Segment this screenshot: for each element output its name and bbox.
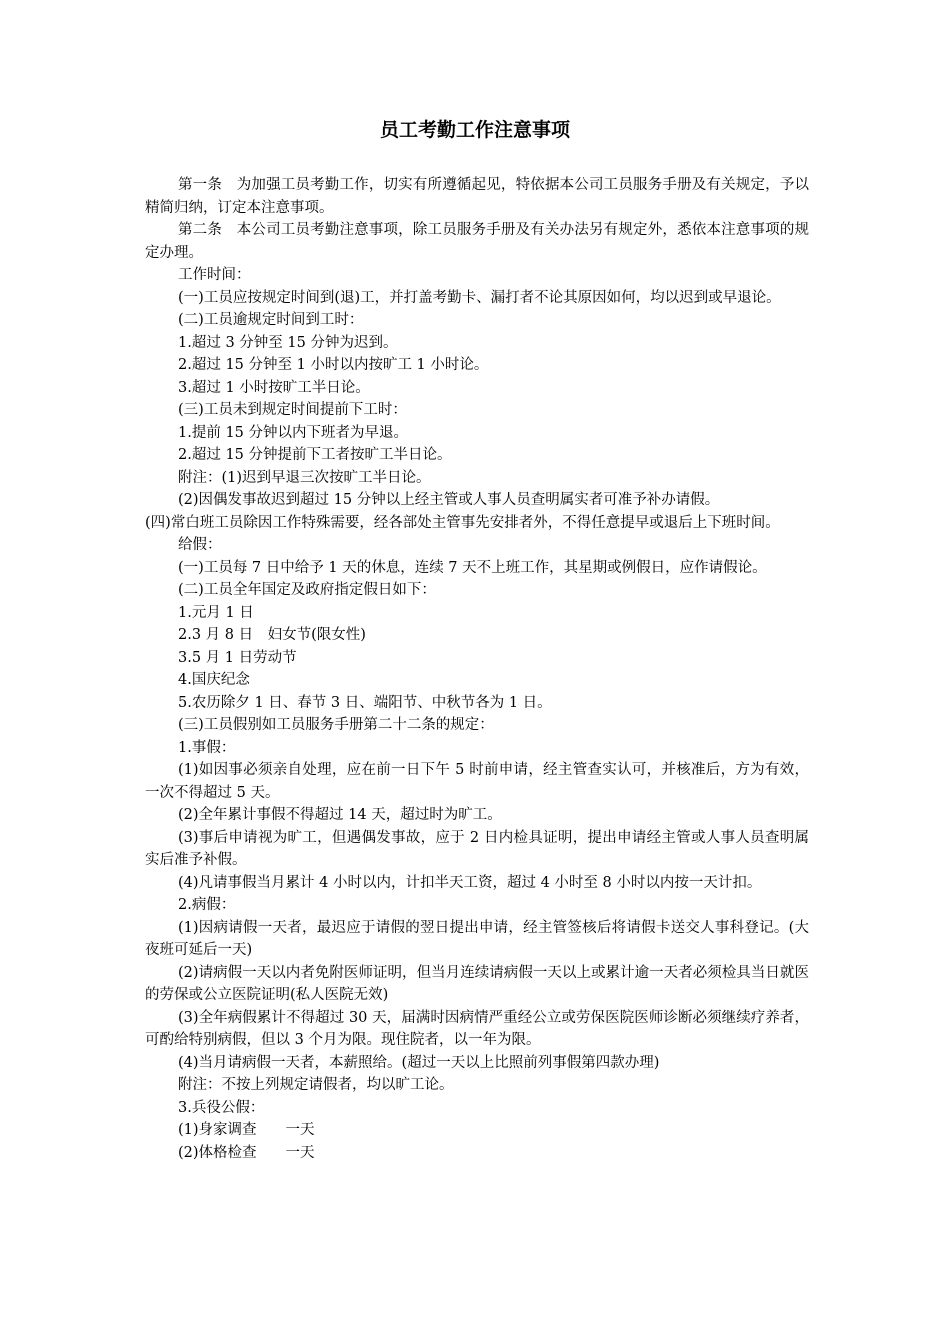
work-time-note-1: 附注：(1)迟到早退三次按旷工半日论。: [178, 469, 431, 486]
section-heading-work-time: 工作时间：: [178, 267, 251, 283]
holiday-5: 5.农历除夕 1 日、春节 3 日、端阳节、中秋节各为 1 日。: [178, 694, 552, 711]
leave-item-3: (三)工员假别如工员服务手册第二十二条的规定：: [178, 717, 494, 733]
personal-leave-rule-2: (2)全年累计事假不得超过 14 天，超过时为旷工。: [178, 807, 502, 823]
sick-leave-note: 附注：不按上列规定请假者，均以旷工论。: [178, 1077, 454, 1093]
section-heading-leave: 给假：: [178, 537, 222, 553]
personal-leave-rule-3: (3)事后申请视为旷工，但遇偶发事故，应于 2 日内检具证明，提出申请经主管或人事人员查明属实后准予补假。: [145, 829, 809, 868]
military-leave-item-2: (2)体格检查 一天: [178, 1144, 315, 1161]
work-time-item-2-sub-2: 2.超过 15 分钟至 1 小时以内按旷工 1 小时论。: [178, 357, 489, 373]
work-time-note-2: (2)因偶发事故迟到超过 15 分钟以上经主管或人事人员查明属实者可准予补办请假。: [178, 492, 720, 508]
sick-leave-rule-2: (2)请病假一天以内者免附医师证明，但当月连续请病假一天以上或累计逾一天者必须检具当日就医的劳保或公立医院证明(私人医院无效): [145, 964, 809, 1003]
holiday-3: 3.5 月 1 日劳动节: [178, 649, 297, 666]
work-time-item-1: (一)工员应按规定时间到(退)工，并打盖考勤卡、漏打者不论其原因如何，均以迟到或早退论。: [178, 289, 781, 306]
sick-leave-rule-3: (3)全年病假累计不得超过 30 天，届满时因病情严重经公立或劳保医院医师诊断必须继续疗养者，可酌给特别病假，但以 3 个月为限。现住院者，以一年为限。: [145, 1009, 809, 1048]
military-leave-item-1: (1)身家调查 一天: [178, 1122, 315, 1138]
article-2-paragraph: 第二条 本公司工员考勤注意事项，除工员服务手册及有关办法另有规定外，悉依本注意事项的规定办理。: [145, 222, 809, 261]
work-time-item-3-sub-2: 2.超过 15 分钟提前下工者按旷工半日论。: [178, 447, 452, 463]
work-time-item-2-sub-1: 1.超过 3 分钟至 15 分钟为迟到。: [178, 334, 398, 351]
work-time-item-3-sub-1: 1.提前 15 分钟以内下班者为早退。: [178, 424, 409, 441]
sick-leave-rule-1: (1)因病请假一天者，最迟应于请假的翌日提出申请，经主管签核后将请假卡送交人事科登记。(大夜班可延后一天): [145, 919, 809, 958]
personal-leave-heading: 1.事假：: [178, 739, 236, 756]
document-body: [145, 174, 809, 1164]
article-1-paragraph: 第一条 为加强工员考勤工作，切实有所遵循起见，特依据本公司工员服务手册及有关规定，予以精简归纳，订定本注意事项。: [145, 177, 809, 216]
holiday-1: 1.元月 1 日: [178, 604, 254, 621]
holiday-4: 4.国庆纪念: [178, 672, 250, 688]
work-time-item-2-sub-3: 3.超过 1 小时按旷工半日论。: [178, 379, 370, 396]
personal-leave-rule-4: (4)凡请事假当月累计 4 小时以内，计扣半天工资，超过 4 小时至 8 小时以内按一天计扣。: [178, 874, 762, 891]
sick-leave-rule-4: (4)当月请病假一天者，本薪照给。(超过一天以上比照前列事假第四款办理): [178, 1054, 660, 1071]
work-time-item-2: (二)工员逾规定时间到工时：: [178, 312, 364, 328]
holiday-2: 2.3 月 8 日 妇女节(限女性): [178, 627, 366, 643]
work-time-item-3: (三)工员未到规定时间提前下工时：: [178, 402, 407, 418]
leave-item-1: (一)工员每 7 日中给予 1 天的休息，连续 7 天不上班工作，其星期或例假日，应作请假论。: [178, 559, 767, 576]
sick-leave-heading: 2.病假：: [178, 897, 236, 913]
personal-leave-rule-1: (1)如因事必须亲自处理，应在前一日下午 5 时前申请，经主管查实认可，并核准后，方为有效，一次不得超过 5 天。: [145, 762, 809, 801]
work-time-item-4: (四)常白班工员除因工作特殊需要，经各部处主管事先安排者外，不得任意提早或退后上下班时间。: [145, 514, 780, 531]
military-leave-heading: 3.兵役公假：: [178, 1099, 265, 1116]
leave-item-2: (二)工员全年国定及政府指定假日如下：: [178, 582, 436, 598]
document-title: 员工考勤工作注意事项: [379, 119, 570, 141]
